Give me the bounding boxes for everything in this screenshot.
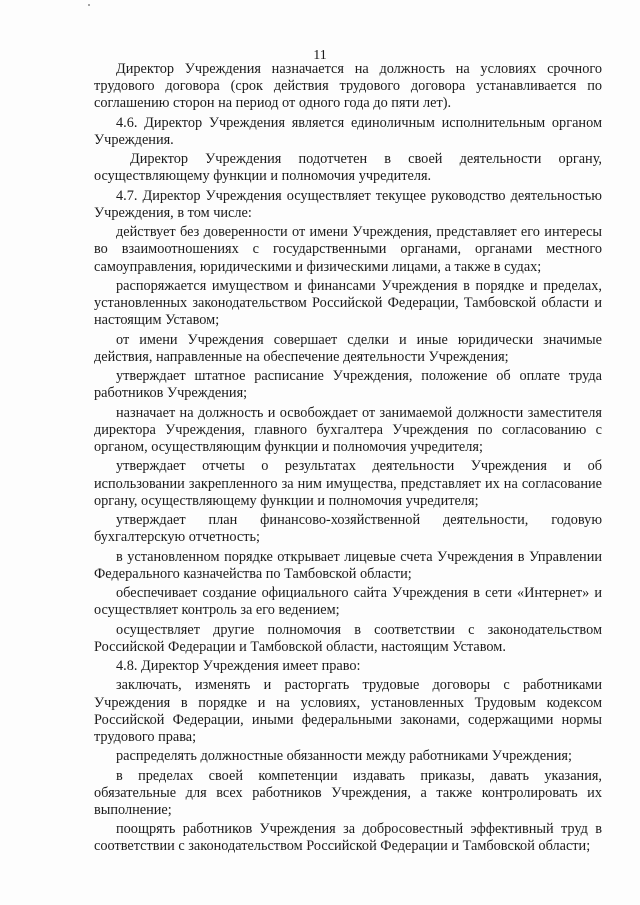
paragraph-director-appointment: Директор Учреждения назначается на должность на условиях срочного трудового договора (срок действия трудового договора устанавливается по соглашению сторон на период от одного года до пяти лет). [94,61,602,112]
paragraph-4-8: 4.8. Директор Учреждения имеет право: [116,658,361,675]
list-item-transactions: от имени Учреждения совершает сделки и иные юридически значимые действия, направленные на обеспечение деятельности Учреждения; [94,331,602,365]
scan-speck [88,4,90,6]
list-item-appoints-deputies: назначает на должность и освобождает от занимаемой должности заместителя директора Учреждения, главного бухгалтера Учреждения по согласованию с органом, осуществляющим функции и полномочия учредителя; [94,404,602,456]
list-item-distribute-duties: распределять должностные обязанности между работниками Учреждения; [116,748,572,765]
list-item-website: обеспечивает создание официального сайта Учреждения в сети «Интернет» и осуществляет контроль за его ведением; [94,585,602,619]
list-item-opens-accounts: в установленном порядке открывает лицевые счета Учреждения в Управлении Федерального казначейства по Тамбовской области; [94,548,602,582]
list-item-approves-plan: утверждает план финансово-хозяйственной деятельности, годовую бухгалтерскую отчетность; [94,512,602,546]
list-item-staff-schedule: утверждает штатное расписание Учреждения, положение об оплате труда работников Учреждения; [94,368,602,402]
paragraph-4-6: 4.6. Директор Учреждения является единоличным исполнительным органом Учреждения. [94,114,602,148]
list-item-labor-contracts: заключать, изменять и расторгать трудовые договоры с работниками Учреждения в порядке и на условиях, установленных Трудовым кодексом Российской Федерации, иными федеральными законами, содержащими нормы трудового права; [94,677,602,745]
paragraph-accountability: Директор Учреждения подотчетен в своей деятельности органу, осуществляющему функции и полномочия учредителя. [94,151,602,185]
paragraph-4-7: 4.7. Директор Учреждения осуществляет текущее руководство деятельностью Учреждения, в том числе: [94,187,602,221]
list-item-approves-reports: утверждает отчеты о результатах деятельности Учреждения и об использовании закрепленного за ним имущества, представляет их на согласование органу, осуществляющему функции и полномочия учредителя; [94,458,602,509]
list-item-reward-staff: поощрять работников Учреждения за добросовестный эффективный труд в соответствии с законодательством Российской Федерации и Тамбовской области; [94,821,602,855]
list-item-issue-orders: в пределах своей компетенции издавать приказы, давать указания, обязательные для всех работников Учреждения, а также контролировать их выполнение; [94,767,602,818]
list-item-represents: действует без доверенности от имени Учреждения, представляет его интересы во взаимоотношениях с государственными органами, органами местного самоуправления, юридическими и физическими лицами, а также в судах; [94,224,602,275]
document-body [94,61,602,858]
list-item-other-powers: осуществляет другие полномочия в соответствии с законодательством Российской Федерации и Тамбовской области, настоящим Уставом. [94,621,602,655]
list-item-manages-property: распоряжается имуществом и финансами Учреждения в порядке и пределах, установленных законодательством Российской Федерации, Тамбовской области и настоящим Уставом; [94,277,602,329]
page-number: 11 [313,48,327,63]
